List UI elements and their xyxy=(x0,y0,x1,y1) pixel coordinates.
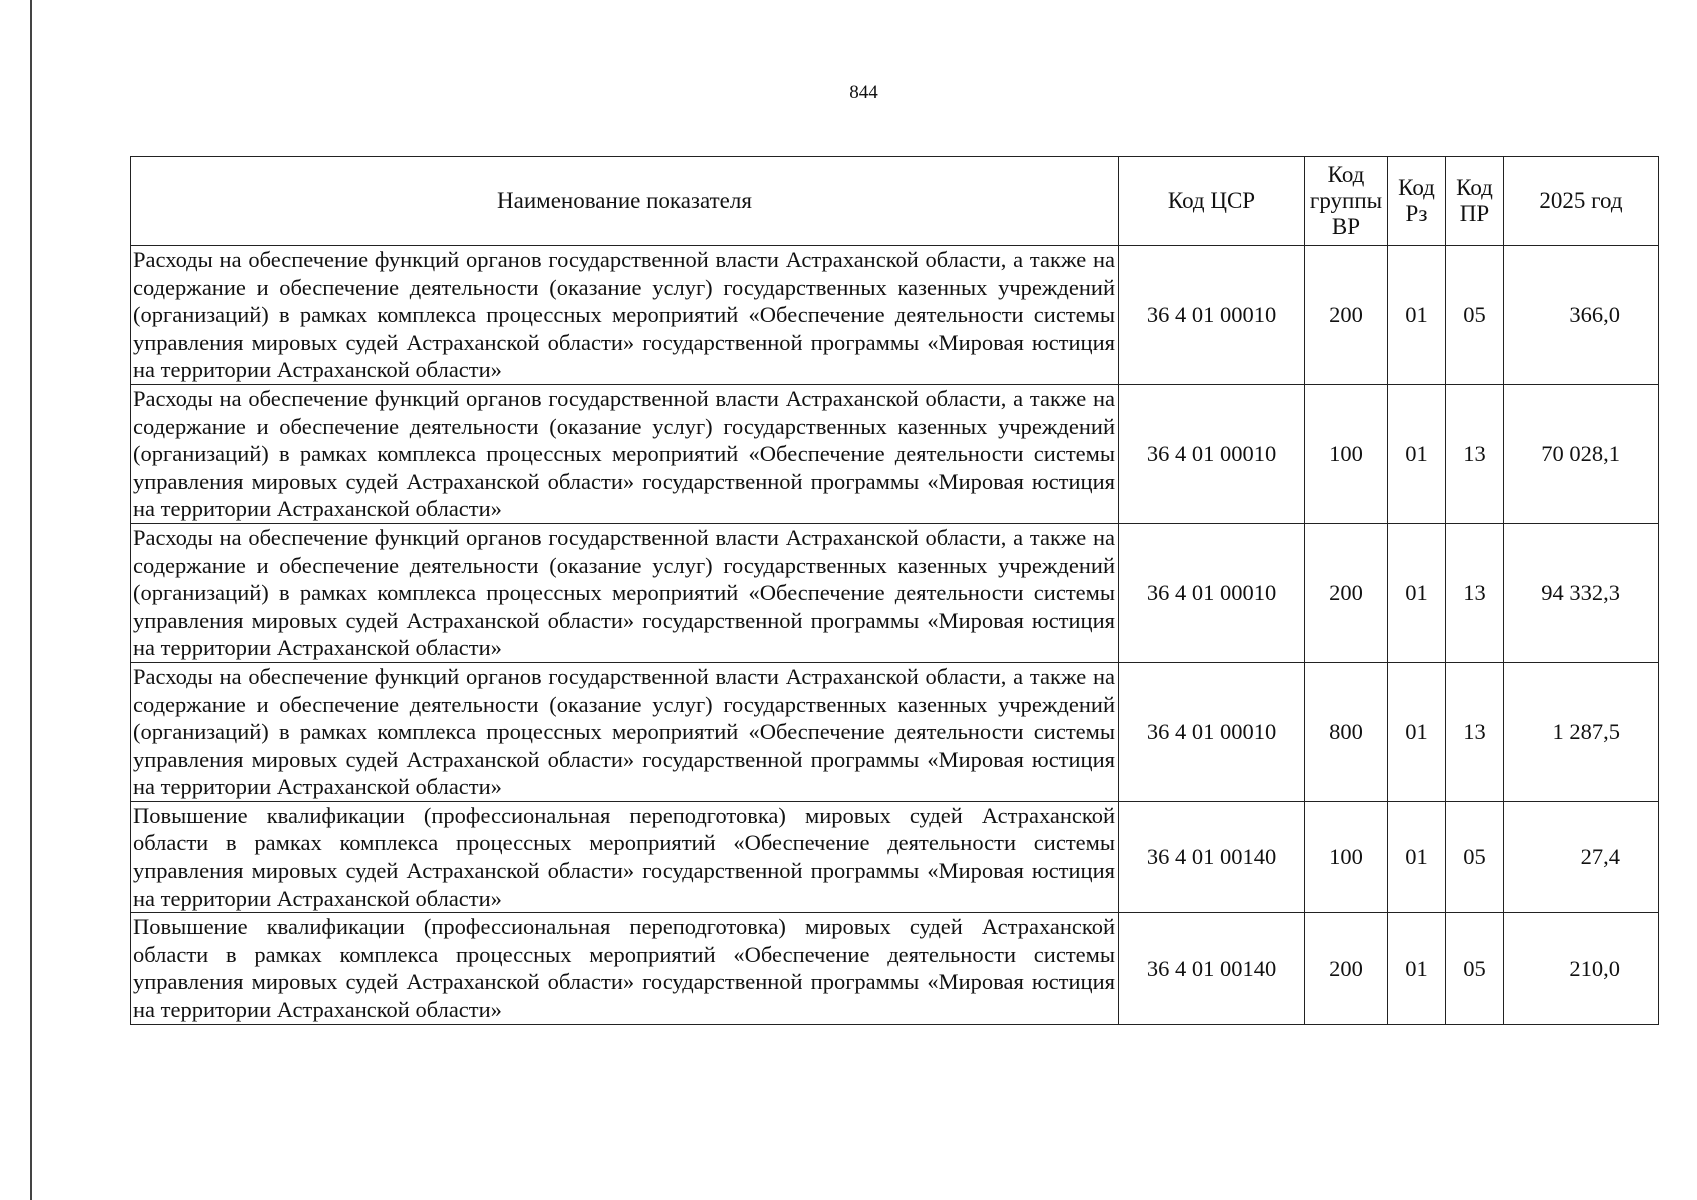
row-vr-code: 200 xyxy=(1305,913,1388,1024)
table-row xyxy=(131,384,1659,523)
row-amount: 1 287,5 xyxy=(1504,662,1659,801)
scan-edge-line xyxy=(30,0,32,1200)
row-vr-code: 800 xyxy=(1305,662,1388,801)
row-vr-code: 100 xyxy=(1305,384,1388,523)
row-csr-code: 36 4 01 00010 xyxy=(1119,523,1305,662)
table-row xyxy=(131,801,1659,912)
table-header-row xyxy=(131,157,1659,246)
row-vr-code: 200 xyxy=(1305,246,1388,385)
row-vr-code: 100 xyxy=(1305,801,1388,912)
budget-table xyxy=(130,156,1659,1025)
row-vr-code: 200 xyxy=(1305,523,1388,662)
row-name: Повышение квалификации (профессиональная переподготовка) мировых судей Астраханской области в рамках комплекса процессных мероприятий «Обеспечение деятельности системы управления мировых судей Астраханской области» государственной программы «Мировая юстиция на территории Астраханской области» xyxy=(131,801,1119,912)
row-rz-code: 01 xyxy=(1388,523,1446,662)
row-csr-code: 36 4 01 00010 xyxy=(1119,246,1305,385)
header-pr-code: Код ПР xyxy=(1446,157,1504,246)
row-amount: 70 028,1 xyxy=(1504,384,1659,523)
row-name: Расходы на обеспечение функций органов государственной власти Астраханской области, а также на содержание и обеспечение деятельности (оказание услуг) государственных казенных учреждений (организаций) в рамках комплекса процессных мероприятий «Обеспечение деятельности системы управления мировых судей Астраханской области» государственной программы «Мировая юстиция на территории Астраханской области» xyxy=(131,246,1119,385)
row-pr-code: 05 xyxy=(1446,246,1504,385)
row-rz-code: 01 xyxy=(1388,246,1446,385)
table-row xyxy=(131,246,1659,385)
header-vr-code: Код группы ВР xyxy=(1305,157,1388,246)
row-amount: 94 332,3 xyxy=(1504,523,1659,662)
row-csr-code: 36 4 01 00010 xyxy=(1119,662,1305,801)
page-number: 844 xyxy=(849,82,878,103)
row-rz-code: 01 xyxy=(1388,662,1446,801)
row-csr-code: 36 4 01 00140 xyxy=(1119,913,1305,1024)
row-pr-code: 13 xyxy=(1446,662,1504,801)
row-pr-code: 05 xyxy=(1446,801,1504,912)
row-rz-code: 01 xyxy=(1388,801,1446,912)
header-rz-code: Код Рз xyxy=(1388,157,1446,246)
row-name: Расходы на обеспечение функций органов государственной власти Астраханской области, а также на содержание и обеспечение деятельности (оказание услуг) государственных казенных учреждений (организаций) в рамках комплекса процессных мероприятий «Обеспечение деятельности системы управления мировых судей Астраханской области» государственной программы «Мировая юстиция на территории Астраханской области» xyxy=(131,384,1119,523)
row-rz-code: 01 xyxy=(1388,384,1446,523)
row-name: Расходы на обеспечение функций органов государственной власти Астраханской области, а также на содержание и обеспечение деятельности (оказание услуг) государственных казенных учреждений (организаций) в рамках комплекса процессных мероприятий «Обеспечение деятельности системы управления мировых судей Астраханской области» государственной программы «Мировая юстиция на территории Астраханской области» xyxy=(131,523,1119,662)
row-name: Расходы на обеспечение функций органов государственной власти Астраханской области, а также на содержание и обеспечение деятельности (оказание услуг) государственных казенных учреждений (организаций) в рамках комплекса процессных мероприятий «Обеспечение деятельности системы управления мировых судей Астраханской области» государственной программы «Мировая юстиция на территории Астраханской области» xyxy=(131,662,1119,801)
header-year-2025: 2025 год xyxy=(1504,157,1659,246)
row-amount: 27,4 xyxy=(1504,801,1659,912)
table-row xyxy=(131,523,1659,662)
row-pr-code: 13 xyxy=(1446,523,1504,662)
table-row xyxy=(131,662,1659,801)
header-csr-code: Код ЦСР xyxy=(1119,157,1305,246)
row-csr-code: 36 4 01 00140 xyxy=(1119,801,1305,912)
row-amount: 210,0 xyxy=(1504,913,1659,1024)
row-rz-code: 01 xyxy=(1388,913,1446,1024)
row-pr-code: 13 xyxy=(1446,384,1504,523)
row-csr-code: 36 4 01 00010 xyxy=(1119,384,1305,523)
row-pr-code: 05 xyxy=(1446,913,1504,1024)
table-row xyxy=(131,913,1659,1024)
row-amount: 366,0 xyxy=(1504,246,1659,385)
row-name: Повышение квалификации (профессиональная переподготовка) мировых судей Астраханской области в рамках комплекса процессных мероприятий «Обеспечение деятельности системы управления мировых судей Астраханской области» государственной программы «Мировая юстиция на территории Астраханской области» xyxy=(131,913,1119,1024)
header-name: Наименование показателя xyxy=(131,157,1119,246)
